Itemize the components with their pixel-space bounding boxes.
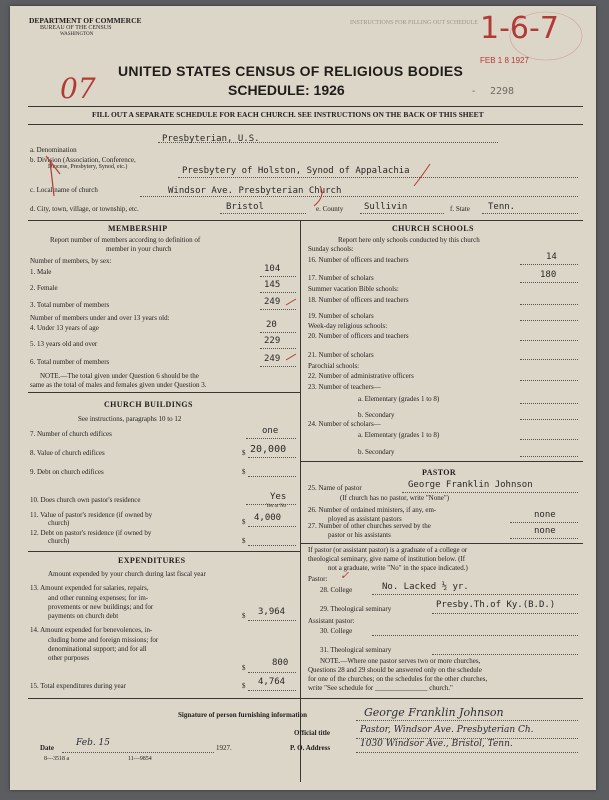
other-churches-label: 27. Number of other churches served by the	[308, 522, 431, 530]
officers-20-label: 20. Number of officers and teachers	[308, 332, 409, 340]
residence-value-label: 11. Value of pastor's residence (if owned by	[30, 511, 153, 519]
total-members-6-value: 249	[264, 354, 281, 364]
church-schools-heading: CHURCH SCHOOLS	[392, 224, 474, 233]
church-name-value: Windsor Ave. Presbyterian Church	[168, 186, 342, 196]
13-and-over-value: 229	[264, 336, 281, 346]
state-label: f. State	[450, 205, 470, 213]
ordained-ministers-label: 26. Number of ordained ministers, if any, em-	[308, 506, 437, 514]
officers-18-label: 18. Number of officers and teachers	[308, 296, 409, 304]
residence-value-amount: 4,000	[254, 513, 282, 523]
handwritten-code: 07	[60, 72, 96, 105]
scholars-secondary-label: b. Secondary	[358, 448, 395, 456]
sunday-schools-label: Sunday schools:	[308, 245, 354, 253]
received-stamp: FEB 1 8 1927	[480, 56, 529, 65]
membership-footnote-1: NOTE.—The total given under Question 6 should be the	[40, 372, 199, 380]
expense-13-value: 3,964	[258, 607, 286, 617]
parochial-schools-label: Parochial schools:	[308, 362, 360, 370]
seminary-note-1: If pastor (or assistant pastor) is a graduate of a college or	[308, 546, 468, 554]
state-value: Tenn.	[488, 202, 516, 212]
print-code: 11—9854	[128, 756, 152, 762]
red-check-icon	[414, 164, 430, 186]
under-13-label: 4. Under 13 years of age	[30, 324, 99, 332]
summer-schools-label: Summer vacation Bible schools:	[308, 285, 399, 293]
year-value: 1927.	[216, 744, 232, 752]
under-13-value: 20	[266, 320, 277, 330]
residence-value-label-2: church)	[48, 519, 70, 527]
teachers-elementary-label: a. Elementary (grades 1 to 8)	[358, 395, 440, 403]
scholars-21-label: 21. Number of scholars	[308, 351, 374, 359]
county-label: e. County	[316, 205, 344, 213]
total-expenditures-value: 4,764	[258, 677, 286, 687]
expense-14-value: 800	[272, 658, 289, 668]
expense-14-label-2: cluding home and foreign missions; for	[48, 636, 159, 644]
bureau-name: BUREAU OF THE CENSUS	[40, 25, 112, 31]
total-expenditures-label: 15. Total expenditures during year	[30, 682, 126, 690]
division-label: b. Division (Association, Conference,	[30, 156, 136, 164]
city-label: d. City, town, village, or township, etc.	[30, 205, 139, 213]
dash-mark: -	[472, 86, 476, 97]
dollar-sign: $	[242, 518, 246, 526]
po-address-value: 1030 Windsor Ave., Bristol, Tenn.	[360, 739, 513, 749]
pastor-name-label: 25. Name of pastor	[308, 484, 362, 492]
other-churches-value: none	[534, 526, 556, 536]
census-form	[10, 6, 596, 790]
date-value: Feb. 15	[76, 738, 111, 748]
expense-14-label-4: other purposes	[48, 654, 90, 662]
expense-14-label-1: 14. Amount expended for benevolences, in-	[30, 626, 153, 634]
officers-16-value: 14	[546, 252, 557, 262]
teachers-23-label: 23. Number of teachers—	[308, 383, 381, 391]
form-number: 8—3518 a	[44, 756, 70, 762]
dollar-sign: $	[242, 612, 246, 620]
teachers-secondary-label: b. Secondary	[358, 411, 395, 419]
scholars-24-label: 24. Number of scholars—	[308, 420, 381, 428]
pastor-footnote-1: NOTE.—Where one pastor serves two or more churches,	[320, 657, 481, 665]
dollar-sign: $	[242, 537, 246, 545]
pastor-footnote-2: Questions 28 and 29 should be answered only on the schedule	[308, 666, 482, 674]
total-members-value: 249	[264, 297, 281, 307]
date-label: Date	[40, 744, 54, 752]
male-value: 104	[264, 264, 281, 274]
dollar-sign: $	[242, 682, 246, 690]
red-check-icon	[286, 299, 296, 305]
church-buildings-heading: CHURCH BUILDINGS	[104, 400, 193, 409]
pastor-checkmark: ✓	[340, 569, 350, 582]
assistant-pastor-label: Assistant pastor:	[308, 617, 355, 625]
red-check-icon	[314, 186, 322, 206]
male-label: 1. Male	[30, 268, 52, 276]
edifices-number-label: 7. Number of church edifices	[30, 430, 112, 438]
residence-debt-label-2: church)	[48, 537, 70, 545]
red-margin-mark	[46, 156, 60, 174]
bureau-city: WASHINGTON	[60, 32, 94, 37]
seminary-note-2: theological seminary, give name of institution below. (If	[308, 555, 466, 563]
stamp-outline	[510, 12, 582, 60]
total-members-label: 3. Total number of members	[30, 301, 110, 309]
buildings-instructions: See instructions, paragraphs 10 to 12	[78, 415, 182, 423]
edifices-debt-label: 9. Debt on church edifices	[30, 468, 104, 476]
dollar-sign: $	[242, 664, 246, 672]
official-title-label: Official title	[294, 729, 330, 737]
seminary-29-value: Presby.Th.of Ky.(B.D.)	[436, 600, 556, 610]
edifices-value-amount: 20,000	[250, 444, 287, 455]
city-value: Bristol	[226, 202, 264, 212]
seminary-31-label: 31. Theological seminary	[320, 646, 392, 654]
administrative-22-label: 22. Number of administrative officers	[308, 372, 414, 380]
form-title: UNITED STATES CENSUS OF RELIGIOUS BODIES	[118, 63, 464, 79]
red-check-icon	[286, 354, 296, 360]
scholars-elementary-label: a. Elementary (grades 1 to 8)	[358, 431, 440, 439]
ordained-ministers-label-2: ployed as assistant pastors	[328, 515, 402, 523]
serial-number: 2298	[490, 86, 515, 97]
church-name-label: c. Local name of church	[30, 186, 98, 194]
scholars-17-value: 180	[540, 270, 557, 280]
expense-13-label-1: 13. Amount expended for salaries, repairs,	[30, 584, 149, 592]
instruction-line: FILL OUT A SEPARATE SCHEDULE FOR EACH CHURCH. SEE INSTRUCTIONS ON THE BACK OF THIS SHEET	[92, 110, 484, 119]
ordained-ministers-value: none	[534, 510, 556, 520]
officers-16-label: 16. Number of officers and teachers	[308, 256, 409, 264]
county-value: Sullivin	[364, 202, 408, 212]
scholars-17-label: 17. Number of scholars	[308, 274, 374, 282]
signature-value: George Franklin Johnson	[364, 706, 504, 719]
faint-instructions: INSTRUCTIONS FOR FILLING OUT SCHEDULE	[350, 20, 478, 26]
file-number: 1-6-7	[480, 11, 559, 46]
division-label-2: Diocese, Presbytery, Synod, etc.)	[48, 164, 128, 170]
pastor-subheading: Pastor:	[308, 575, 328, 583]
pastor-footnote-4: write "See schedule for _______________ church."	[308, 684, 453, 692]
po-address-label: P. O. Address	[290, 744, 331, 752]
college-30-label: 30. College	[320, 627, 353, 635]
department-name: DEPARTMENT OF COMMERCE	[29, 16, 142, 25]
pastor-heading: PASTOR	[422, 468, 457, 477]
membership-footnote-2: same as the total of males and females given under Question 3.	[30, 381, 207, 389]
other-churches-label-2: pastor or his assistants	[328, 531, 391, 539]
membership-heading: MEMBERSHIP	[108, 224, 168, 233]
yes-or-no-hint: Yes or No	[266, 504, 287, 509]
female-value: 145	[264, 280, 281, 290]
expenditures-heading: EXPENDITURES	[118, 556, 186, 565]
residence-debt-label: 12. Debt on pastor's residence (if owned by	[30, 529, 152, 537]
membership-note-1: Report number of members according to definition of	[50, 236, 201, 244]
expense-14-label-3: denominational support; and for all	[48, 645, 147, 653]
total-members-6-label: 6. Total number of members	[30, 358, 110, 366]
official-title-value: Pastor, Windsor Ave. Presbyterian Ch.	[360, 725, 534, 735]
female-label: 2. Female	[30, 284, 58, 292]
owns-residence-label: 10. Does church own pastor's residence	[30, 496, 141, 504]
college-28-label: 28. College	[320, 586, 353, 594]
pastor-footnote-3: for one of the churches; on the schedules for the other churches,	[308, 675, 488, 683]
expense-13-label-4: payments on church debt	[48, 612, 119, 620]
dollar-sign: $	[242, 468, 246, 476]
denomination-label: a. Denomination	[30, 146, 77, 154]
13-and-over-label: 5. 13 years old and over	[30, 340, 98, 348]
membership-note-2: member in your church	[106, 245, 172, 253]
membership-sex-label: Number of members, by sex:	[30, 257, 112, 265]
pastor-name-value: George Franklin Johnson	[408, 480, 533, 490]
edifices-number-value: one	[262, 426, 279, 436]
expenditures-instructions: Amount expended by your church during last fiscal year	[48, 570, 206, 578]
division-value: Presbytery of Holston, Synod of Appalachia	[182, 166, 410, 176]
expense-13-label-2: and other running expenses; for im-	[48, 594, 149, 602]
schedule-title: SCHEDULE: 1926	[228, 82, 345, 98]
college-28-value: No. Lacked ½ yr.	[382, 582, 469, 592]
seminary-note-3: not a graduate, write "No" in the space indicated.)	[328, 564, 468, 572]
signature-label: Signature of person furnishing information	[178, 711, 307, 719]
dollar-sign: $	[242, 449, 246, 457]
pen-marks	[10, 6, 596, 790]
schools-note: Report here only schools conducted by this church	[338, 236, 480, 244]
seminary-29-label: 29. Theological seminary	[320, 605, 392, 613]
edifices-value-label: 8. Value of church edifices	[30, 449, 105, 457]
age-split-label: Number of members under and over 13 years old:	[30, 314, 170, 322]
scholars-19-label: 19. Number of scholars	[308, 312, 374, 320]
weekday-schools-label: Week-day religious schools:	[308, 322, 388, 330]
expense-13-label-3: provements or new buildings; and for	[48, 603, 154, 611]
pastor-name-hint: (If church has no pastor, write "None")	[340, 494, 450, 502]
denomination-value: Presbyterian, U.S.	[162, 134, 260, 144]
owns-residence-value: Yes	[270, 492, 287, 502]
